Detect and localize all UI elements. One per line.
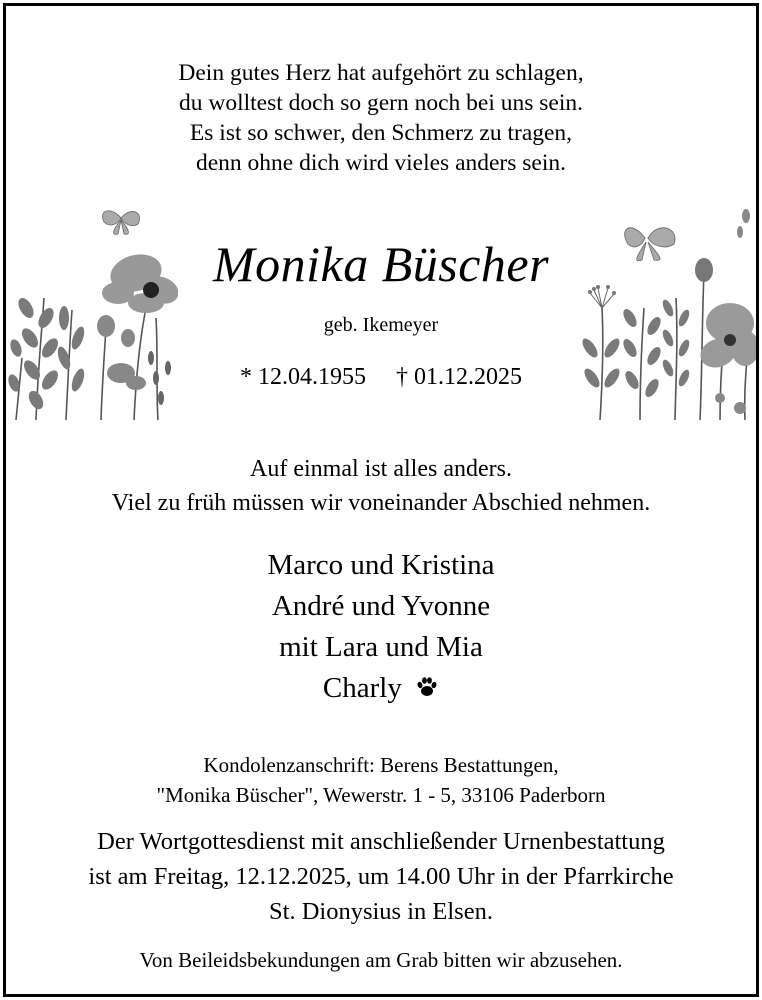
deceased-name: Monika Büscher xyxy=(212,236,550,292)
mourners-list xyxy=(0,545,762,709)
mourner: Marco und Kristina xyxy=(267,549,495,581)
poem xyxy=(0,58,762,178)
poem-line: Dein gutes Herz hat aufgehört zu schlagen, xyxy=(178,60,584,86)
condolence-line: "Monika Büscher", Wewerstr. 1 - 5, 33106 Paderborn xyxy=(156,783,606,807)
death-date: † 01.12.2025 xyxy=(396,364,522,390)
service-line: ist am Freitag, 12.12.2025, um 14.00 Uhr in der Pfarrkirche xyxy=(88,863,674,890)
pet-name: Charly xyxy=(322,672,402,704)
footer-note: Von Beileidsbekundungen am Grab bitten wir abzusehen. xyxy=(139,948,623,972)
poem-line: Es ist so schwer, den Schmerz zu tragen, xyxy=(189,120,573,146)
mourner-pet xyxy=(0,668,762,709)
condolence-address xyxy=(0,750,762,810)
poem-line: denn ohne dich wird vieles anders sein. xyxy=(195,150,567,176)
service-line: St. Dionysius in Elsen. xyxy=(269,898,493,925)
paw-icon xyxy=(415,675,439,699)
mourner: mit Lara und Mia xyxy=(279,631,483,663)
life-dates xyxy=(0,361,762,393)
birth-date: * 12.04.1955 xyxy=(240,364,366,390)
intro-line: Auf einmal ist alles anders. xyxy=(250,456,512,482)
intro-text xyxy=(0,452,762,520)
condolence-line: Kondolenzanschrift: Berens Bestattungen, xyxy=(203,753,559,777)
service-line: Der Wortgottesdienst mit anschließender Urnenbestattung xyxy=(97,828,665,855)
intro-line: Viel zu früh müssen wir voneinander Abschied nehmen. xyxy=(111,490,651,516)
poem-line: du wolltest doch so gern noch bei uns sein. xyxy=(178,90,583,116)
birth-name: geb. Ikemeyer xyxy=(323,314,439,336)
mourner: André und Yvonne xyxy=(271,590,491,622)
service-info xyxy=(0,824,762,929)
